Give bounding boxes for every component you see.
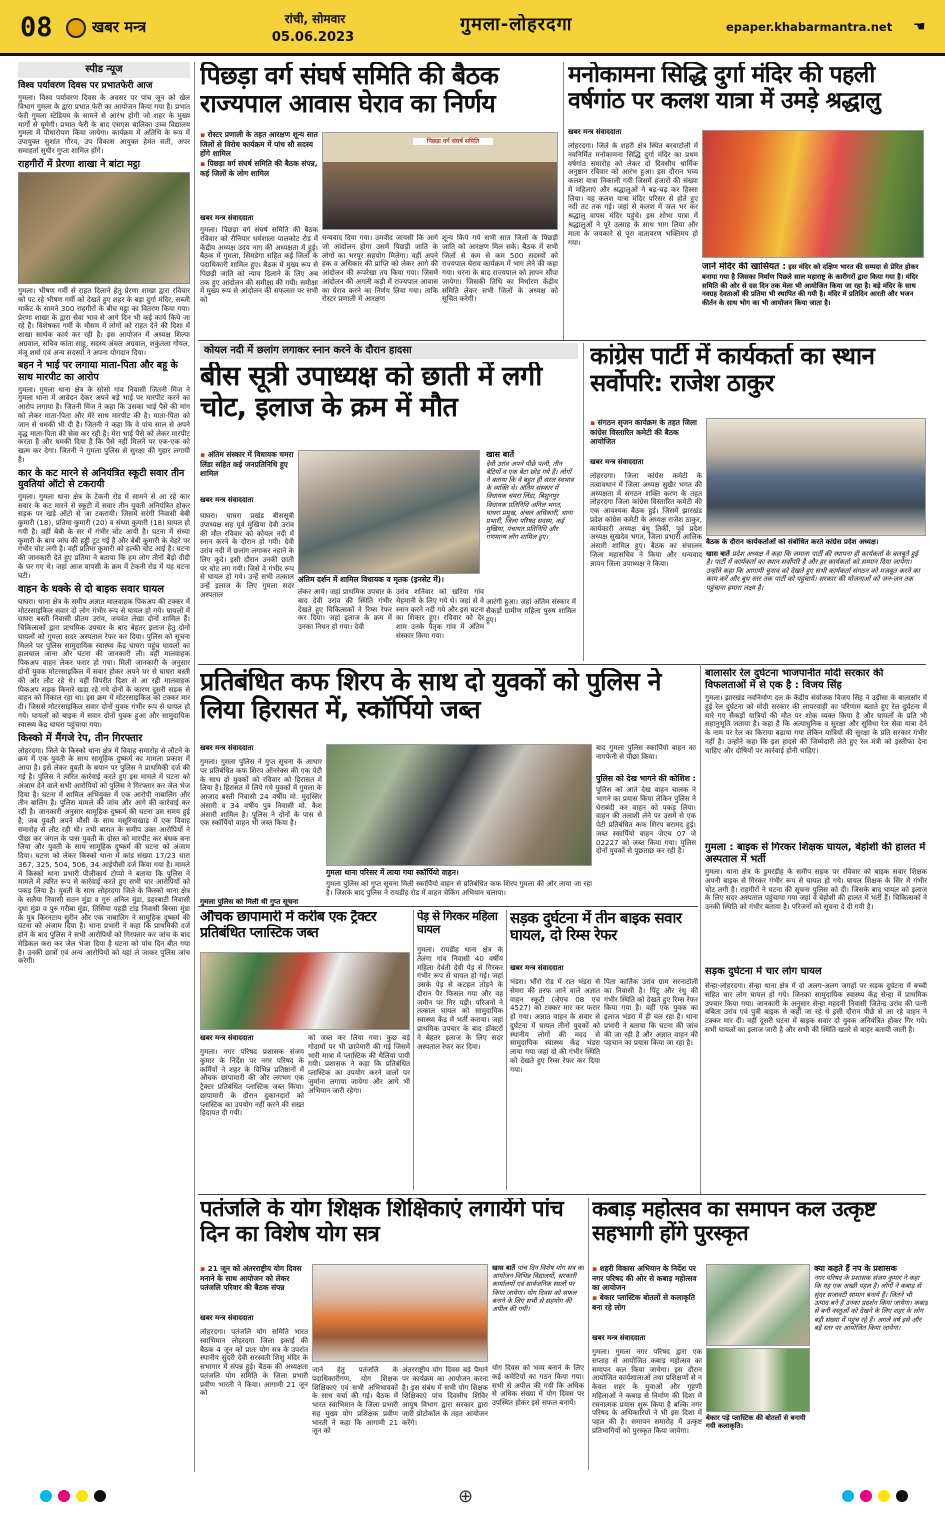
crosshair-icon: ⊕ — [458, 1486, 474, 1507]
column-divider — [563, 62, 564, 340]
section-rule — [198, 906, 698, 907]
caption-text: इस मंदिर को दक्षिण भारत की सम्पदा से प्रेरित होकर बनाया गया है जिसका निर्माण पिछले साल महाराष्ट्र के कारीगरों द्वारा किया गया है। मंदिर समिति की ओर से दस दिन तक मेला भी आयोजित किया जा रहा है। बड़े मंदिर के साथ नवग्रह देवताओं की प्रतिमा भी स्थापित की गयी है। मंदिर में प्रतिदिन आरती और भजन कीर्तन के साथ भोग का भी आयोजन किया जाता है। — [702, 263, 919, 307]
sidebar-text: नगर परिषद के प्रशासक संजय कुमार ने कहा कि यह एक अच्छी पहल है। लोगों ने कबाड़ से सुंदर सजावटी सामान बनाये हैं। जितने भी उत्पाद बने हैं उनका प्रदर्शन किया जायेगा। कबाड़ से बनी वस्तुओं को देखने के लिए शहर के लोग बड़ी संख्या में पहुंच रहे हैं। अगले वर्ष इसे और बड़े स्तर पर आयोजित किया जायेगा। — [814, 1274, 928, 1332]
news-body: गुमला। गुमला थाना क्षेत्र के टेकनी रोड में सामने से आ रहे कार सवार के कट मारने से स्कूटी में सवार तीन युवती अनियंत्रित होकर सड़क पर खड़े ऑटो से जा टकरायी। जिसमें सरंगी निवासी बेबी कुमारी (18), प्रतिमा कुमारी (20) व संध्या कुमारी (18) घायल हो गयी है। वहीं बेबी के सर में गंभीर चोट आयी है। घटना में संध्या कुमारी के बाय जांघ की हड्डी टूट गई है और बेबी कुमारी के चेहरे पर गंभीर चोट लगी है। वहीं प्रतिमा कुमारी को हल्की चोट आई है। घटना की जानकारी देते हुए प्रतिमा ने बताया कि हम लोग तीनों बैड़ो दीदी के घर गए थे। जहां आज वापसी के क्रम में टेकनी रोड में यह घटना घटी। — [18, 491, 190, 580]
subhead-bullets — [592, 1264, 702, 1330]
dateline: खबर मन्त्र संवाददाता — [200, 1034, 254, 1042]
dateline: खबर मन्त्र संवाददाता — [200, 1314, 254, 1322]
bullet: ▪ रोस्टर प्रणाली के तहत आरक्षण शून्य सात जिलों से विरोध कार्यक्रम में पांच सौ सदस्य होंगे शामिल — [200, 130, 320, 159]
subhead-bullets — [200, 1264, 310, 1310]
kicker-band: कोयल नदी में छलांग लगाकर स्नान करने के दौरान हादसा — [200, 343, 578, 359]
dateline: खबर मन्त्र संवाददाता — [200, 744, 254, 752]
meeting-photo — [322, 132, 558, 230]
article-body: शून्य किये गये सभी सात जिलों के पिछड़ी जाति को आरक्षण मिल सके। बैठक में सभी जिलों से कम से कम 500 सदस्यों को राज्यपाल घेराव कार्यक्रम में भाग लेने की कहा गया। धरना के बाद राज्यपाल को ज्ञापन सौंपा जायेगा। जिसकी तिथि का निर्धारण केंद्रीय समिति लेकर सभी जिलों के अध्यक्ष को सूचित करेगी। — [442, 234, 558, 304]
photo-caption: बेकार पड़े प्लास्टिक की बोतलों से बनायी गयी कलाकृति। — [706, 1414, 806, 1431]
sidebar-text: देवी उरांव अपने पीछे पत्नी, तीन बेटियों व एक बेटा छोड़ गये हैं। लोगों ने बताया कि वे बहुत ही सरल स्वभाव के व्यक्ति थे। अंतिम संस्कार में विधायक चमरा लिंडा, बिशुनपुर विधायक प्रतिनिधि अनिल भगत, घाघरा प्रमुख, अंचल अधिकारी, थाना प्रभारी, जिला परिषद सदस्य, कई मुखिया, पंचायत प्रतिनिधि और गणमान्य लोग शामिल हुए। — [486, 459, 574, 542]
congress-meeting-photo — [706, 418, 926, 536]
sidebar-kicker: खास बातें — [486, 450, 515, 459]
yoga-meeting-photo — [312, 1264, 488, 1362]
page-number: 08 — [20, 12, 53, 43]
article-body: गुमला। थाना क्षेत्र के डुमरडीह के समीप सड़क पर रविवार को बाइक सवार शिक्षक अपनी बाइक से गिरकर गंभीर रूप से घायल हो गये। घायल शिक्षक के सिर में गंभीर चोट लगी है। राहगीरों ने घटना की सूचना पुलिस को दी। जिसके बाद घायल को इलाज के लिए सदर अस्पताल पहुंचाया गया जहां वे बेहोशी की हालत में भर्ती हैं। चिकित्सकों ने उनकी स्थिति को गंभीर बताया है। परिजनों को सूचना दे दी गयी है। — [705, 868, 927, 912]
photo-caption — [702, 262, 924, 336]
column-divider — [194, 62, 195, 1472]
masthead-bar — [0, 0, 945, 56]
news-title: बालासोर रेल दुर्घटना भाजपानीत मोदी सरकार की विफलताओं में से एक है : विजय सिंह — [705, 668, 884, 691]
headline: पतंजलि के योग शिक्षक शिक्षिकाएं लगायेंगे पांच दिन का विशेष योग सत्र — [200, 1198, 564, 1247]
article-body: गुमला। रायडीह थाना क्षेत्र के तेलंगा गांव निवासी 40 वर्षीय महिला देवंती देवी पेड़ से गिरकर गंभीर रूप से घायल हो गई। जहां उसके पेड़ से कटहल तोड़ने के दौरान पैर फिसल गया और वह जमीन पर गिर पड़ी। परिजनों ने तत्काल घायल को सामुदायिक स्वास्थ्य केंद्र में भर्ती कराया। जहां प्राथमिक उपचार के बाद डॉक्टरों ने बेहतर इलाज के लिए सदर अस्पताल रेफर कर दिया। — [417, 946, 503, 1051]
sidebar-box — [814, 1264, 928, 1470]
article-body: अंतरराष्ट्रीय योग दिवस बड़े पैमाने पर कार्यक्रम का आयोजन करना है। इस संबंध में सभी योग शिक्षक शिक्षिकाएं पांच दिवसीय शिविर आयुष विभाग द्वारा सरकार द्वारा जारी प्रोटोकॉल के तहत आयोजन करेंगे। — [402, 1366, 488, 1427]
dateline: खबर मन्त्र संवाददाता — [200, 214, 254, 222]
article-body: गुमला। गुमला नगर परिषद द्वारा एक सप्ताह से आयोजित कबाड़ महोत्सव का समापन कल किया जायेगा। इस दौरान आयोजित कार्यशालाओं तथा प्रशिक्षणों से न केवल शहर के युवाओं और गृहणी महिलाओं ने कबाड़ से निर्माण की दिशा में रचनात्मक प्रयास शुरू किया है बल्कि नगर परिषद के अधिकारियों ने भी इस दिशा में पहल की है। समापन समारोह में उत्कृष्ट प्रतिभागियों को पुरस्कृत किया जायेगा। — [592, 1348, 702, 1436]
banner-text: पिछड़ा वर्ग संघर्ष समिति — [413, 138, 493, 145]
scorpio-photo — [326, 744, 592, 866]
cmyk-dot — [860, 1490, 872, 1502]
cursor-hand-icon: ☚ — [913, 19, 926, 35]
dateline: खबर मन्त्र संवाददाता — [590, 458, 644, 466]
headline: पेड़ से गिरकर महिला घायल — [417, 910, 498, 936]
left-news-column — [18, 62, 190, 1472]
article-body: जाने हेतु पतंजलि के पदाधिकारीगण, योग शिक्षक शिक्षिकाएं एवं सभी अभिभावकों के साथ चर्चा की गई। बैठक में भारत स्वाभिमान के जिला प्रभारी सह मुख्य योग प्रशिक्षक प्रवीण भारती ने कहा कि आगामी 21 जून को — [312, 1366, 398, 1436]
sidebar-box — [486, 450, 576, 596]
article-body: बाद गुमला पुलिस स्कार्पियो वाहन का नागफेनी से पीछा किया। — [596, 744, 696, 761]
article-body: को जब्त कर लिया गया। कुछ बड़े गोदामों पर भी छापेमारी की गई जिसमें भारी मात्रा में प्लास्टिक की थैलियां पायी गयी। प्रशासक ने कहा कि प्रतिबंधित प्लास्टिक का उपयोग करने वालों पर जुर्माना लगाया जायेगा और आगे भी अभियान जारी रहेगा। — [308, 1034, 410, 1095]
bullet: ▪ संगठन सृजन कार्यक्रम के तहत जिला कांग्रेस विस्तारित कमेटी की बैठक आयोजित — [590, 418, 702, 447]
article-body: योग दिवस को भव्य बनाने के लिए कई कमेटियों का गठन किया गया। सभी से अपील की गयी कि अधिक से अधिक संख्या में योग दिवस पर उपस्थित होकर इसे सफल बनायें। — [492, 1364, 584, 1408]
article-body: गुमला। गुमला पुलिस ने गुप्त सूचना के आधार पर प्रतिबंधित कफ शिरप ऑनरेक्स की एक पेटी के साथ दो युवकों को रविवार को हिरासत में लिया है। हिरासत में लिये गये युवकों में गुमला के आजाद बस्ती निवासी 24 वर्षीय मो. मुदस्सिर अंसारी व 34 वर्षीय पुत्र निवासी मो. कैश अंसारी शामिल है। पुलिस ने दोनों के पास से एक स्कॉर्पियो वाहन भी जब्त किया है। — [200, 758, 322, 828]
column-divider — [588, 1198, 589, 1470]
sidebar-kicker: खास बातें — [706, 550, 730, 558]
bottle-art-photo — [706, 1264, 810, 1346]
column-divider — [583, 343, 584, 661]
column-divider — [506, 910, 507, 1190]
article-body: लोहरदगा। पतंजलि योग समिति भारत स्वाभिमान लोहरदगा जिला इकाई की बैठक 4 जून को प्रातः योग सत्र के उपरांत स्थानीय सुंदरी देवी सरस्वती शिशु मंदिर के सभागार में संपन्न हुई। बैठक की अध्यक्षता पतंजलि योग समिति के जिला प्रभारी प्रवीण भारती ने किया। आगामी 21 जून को — [200, 1328, 308, 1398]
cmyk-dot — [842, 1490, 854, 1502]
article-body: घाघरा। घाघरा प्रखंड बीससूत्री उपाध्यक्ष सह पूर्व मुखिया देवी उरांव की मौत रविवार को कोयल नदी में स्नान करने के दौरान हो गयी। देवी उरांव नदी में छलांग लगाकर नहाने के लिए कूदे। इसी दौरान उनकी छाती पर चोट लग गयी। जिसे वे गंभीर रूप से घायल हो गये। उन्हें सभी तत्काल उन्हें इलाज के लिए गुमला सदर अस्पताल — [200, 512, 294, 600]
news-body: लोहरदगा। जिले के किस्को थाना क्षेत्र में विवाह समारोह से लौटने के क्रम में एक युवती के साथ सामूहिक दुष्कर्म का मामला प्रकाश में आया है। इसे लेकर युवती के बयान पर पुलिस ने प्राथमिकी दर्ज की गई है। पुलिस ने त्वरित कार्रवाई करते हुए इस मामले में घटना को अंजाम देने वाले सभी आरोपियों को पुलिस ने गिरफ्तार कर जेल भेज दिया है। घटना में शामिल अभियुक्त में एक आरोपी नाबालिग और तीन बालिग है। पुलिस मामले की जांच और आगे की कार्रवाई कर रही है। जानकारी अनुसार सामूहिक दुष्कर्म की घटना उस समय हुई है, जब युवती अपने मौसी के साथ मसूरियाखाड़ में एक विवाह समारोह से लौट रही थी। तभी बारात के समीप उक्त आरोपियों ने पीछा कर जंगल के पास युवती के दोस्त को मारपीट कर बंधक बना लिया और युवती के साथ सामूहिक दुष्कर्म की घटना को अंजाम दिया। घटना को लेकर किस्को थाना में कांड संख्या 17/23 धारा 367, 325, 504, 506, 34 आईपीसी दर्ज किया गया है। मामले में किस्को थाना प्रभारी पीलीकार्य टोप्पो ने बताया कि पुलिस ने मामले में त्वरित रूप से कार्रवाई करते हुए सभी चार आरोपियों को पकड़ लिया है। युवती के साथ लोहरदगा जिले के किस्को थाना क्षेत्र के सलैया निवासी सतन मुंडा व गुरु अनिल मुंडा, डहरबाटी निवासी दुधा मुंडा व पुरु गरीबा मुंडा, तिसिया पहड़ी टांड़ निवासी बिरसा मुंडा के पुत्र किरनटाय सुरीन और एक नाबालिग ने सामूहिक दुष्कर्म की घटना को अंजाम दिया है। थाना प्रभारी ने कहा कि प्राथमिकी दर्ज होने के बाद पुलिस ने सभी आरोपियों को गिरफ्तार कर जांच के बाद मेडिकल करा कर जेल भेजा दिया है घटना को पांच दिन बीत गया है। उनकी छात्रों एवं अन्य आरोपियों को यहां ले जाकर पुलिस जांच करेगी। — [18, 745, 190, 966]
sub-heading: पुलिस को देख भागने की कोशिश : — [596, 774, 696, 783]
subhead-bullets — [200, 130, 320, 212]
column-divider — [700, 664, 701, 1194]
cmyk-dot — [878, 1490, 890, 1502]
news-title: गुमला : बाइक से गिरकर शिक्षक घायल, बेहोशी की हालत में अस्पताल में भर्ती — [705, 842, 926, 865]
sidebar-title: क्या कहते हैं नप के प्रशासक — [814, 1264, 897, 1273]
section-title: गुमला-लोहरदगा — [460, 14, 573, 35]
news-body: गुमला। गुमला थाना क्षेत्र के सोसो गांव निवासी जितनी मिंज ने गुमला थाना में आवेदन देकर अपने बड़े भाई पर मारपीट करने का आरोप लगाया है। जितनी मिंज ने कहा कि उसका भाई पैसे की मांग को लेकर माता-पिता और मेरे साथ मारपीट की है। माता-पिता को जान से धमकी भी दी है। जितनी ने कहा कि वे पांच साल से अपने वृद्ध माता-पिता की सेवा कर रही है। मेरा भाई पैसे को लेकर मारपीट करता है और धमकी दिया है कि पैसे नहीं मिलने पर एक-एक को खत्म कर देगा। जितनी ने गुमला पुलिस से सुरक्षा की गुहार लगायी है। — [18, 384, 190, 464]
article-body: धन्यवाद दिया गया। उमवीद जायसी कि आगे जो आंदोलन होगा उसमें पिछड़ी जाति के लोगों का भरपूर सहयोग मिलेगा। वहीं अपने हक व अधिकार की प्राप्ति को लेकर आगे की आंदोलन की रूपरेखा तय किया गया। जिसमें आंदोलन की अगली कड़ी में राज्यपाल आवास का घेराव करने का निर्णय लिया गया। ताकि रोस्टर प्रणाली में आरक्षण — [322, 234, 438, 304]
news-body: गुमला। विश्व पर्यावरण दिवस के अवसर पर पांच जून को खेल विभाग गुमला के द्वारा प्रभात फेरी का आयोजन किया गया है। प्रभात फेरी गुमला स्टेडियम के सामने से आरंभ होगी जो शहर के मुख्य मार्गों से घूमेगी। प्रभात फेरी के बाद एसएस बालिका उच्च विद्यालय गुमला में पौधारोपण किया जायेगा। कार्यक्रम में अतिथि के रूप में उपायुक्त सुशांत गौरव, उप विकास आयुक्त हेमंत सती, अपर समाहर्ता सुधीर गुप्ता शामिल होंगे। — [18, 93, 190, 155]
news-title: सड़क दुर्घटना में चार लोग घायल — [705, 966, 822, 977]
sidebar-text: प्रदेश अध्यक्ष ने कहा कि जमाना पार्टी की स्थापना ही कार्यकर्ता के बलबूते हुई है। पार्टी में कार्यकर्ता का स्थान सर्वोपरि है और हर कार्यकर्ता को सम्मान दिया जायेगा। उन्होंने कहा कि आगामी चुनाव को देखते हुए सभी कार्यकर्ता संगठन को मजबूत करने का काम करें और बूथ स्तर तक पार्टी को पहुंचायें। सरकार की योजनाओं को जन-जन तक पहुंचाना हमारा लक्ष्य है। — [706, 550, 920, 592]
news-title: कार के कट मारने से अनियंत्रित स्कूटी सवार तीन युवतियां ऑटो से टकरायी — [18, 467, 185, 491]
article-body: उरांव शनिवार को खरिया गांव मेहमानी के लिए गये थे। जहां से वे स्नान करने नदी गये और इस घटना का शिकार हुए। रविवार को देर शाम उनके पैतृक गांव में अंतिम संस्कार किया गया। — [396, 588, 484, 640]
photo-caption: गुमला थाना परिसर में लाया गया स्कॉर्पियो वाहन। — [326, 868, 459, 877]
bullet: ▪ 21 जून को अंतरराष्ट्रीय योग दिवस मनाने के साथ आयोजन को लेकर पतंजलि परिवार की बैठक संपन्न — [200, 1264, 310, 1293]
article-body: पुलिस को आते देख वाहन चालक ने भागने का प्रयास किया लेकिन पुलिस ने घेराबंदी कर वाहन को पकड़ लिया। वाहन की तलाशी लेने पर उसमें से एक पेटी प्रतिबंधित कफ शिरप बरामद हुई। जब्त स्कार्पियो वाहन जेएच 07 जे 02227 को जब्त किया गया। पुलिस दोनों युवकों से पूछताछ कर रही है। — [596, 786, 696, 856]
article-body: लेकर आये। जहां प्राथमिक उपचार के बाद देवी उरांव की स्थिति गंभीर देखते हुए चिकित्सकों ने रिम्स रेफर कर दिया। जहां इलाज के क्रम में उनका निधन हो गया। देवी — [298, 588, 392, 632]
kalash-yatra-photo — [702, 130, 924, 258]
news-title: राहगीरों में प्रेरणा शाखा ने बांटा मट्ठा — [18, 158, 141, 170]
news-body: गुमला। भीषण गर्मी से राहत दिलाने हेतु प्रेरणा शाखा द्वारा रविवार को पट रहे भीषण गर्मी को देखते हुए शहर के बड़ा दुर्गा मंदिर, सब्जी मार्केट के सामने 300 राहगीरों के बीच मट्ठा का वितरण किया गया। प्रेरणा शाखा के द्वारा सेवा भाव से आगे दिन भी कई कार्य किये जा रहे हैं। विशेषकर गर्मी के मौसम में लोगों को राहत देने की दिशा में शाखा सार्थक कार्य कर रही है। इस आयोजन में अध्यक्ष शिल्पा अग्रवाल, सचिव कांता साहू, सदस्य अंचल अग्रवाल, शकुंतला गोयल, मंजू शर्मा एवं अन्य सदस्यों ने अपना योगदान दिया। — [18, 286, 190, 357]
city-day: रांची, सोमवार — [284, 12, 346, 26]
news-title: किस्को में मैंगजे रेप, तीन गिरफ्तार — [18, 732, 143, 744]
section-rule — [198, 664, 926, 665]
plastic-raid-photo — [200, 952, 410, 1030]
article-body: आरंगी हुआ। जहां अंतिम संस्कार में सैकड़ों ग्रामीण महिला पुरुष शामिल हुए। — [486, 598, 576, 624]
dateline: खबर मन्त्र संवाददाता — [592, 1334, 646, 1342]
headline: प्रतिबंधित कफ शिरप के साथ दो युवकों को पुलिस ने लिया हिरासत में, स्कॉर्पियो जब्त — [200, 668, 661, 725]
brand-logo-icon — [66, 18, 86, 38]
bold-line: गुमला पुलिस को मिली थी गुप्त सूचना — [200, 898, 299, 906]
article-body: गुमला पुलिस को गुप्त सूचना मिली स्कार्पियो वाहन से प्रतिबंधित कफ शिरप गुमला की ओर लाया जा रहा है। जिसके बाद पुलिस ने रायडीह रोड में वाहन चेकिंग अभियान चलाया। — [326, 880, 592, 897]
photo-caption: अंतिम दर्शन में शामिल विधायक व मृतक (इनसेट में)। — [298, 575, 444, 584]
article-body: गुमला। झारखंड नवनिर्माण दल के केंद्रीय संयोजक विजय सिंह ने उड़ीसा के बालासोर में हुई रेल दुर्घटना को मोदी सरकार की लापरवाही का परिणाम बताते हुए रेल दुर्घटना में मारे गए सैकड़ों यात्रियों की मौत पर शोक व्यक्त किया है और घायलों के प्रति भी सहानुभूति जताया है। कहा है कि अत्याधुनिक व सुरक्षा और सुविधा रेल सेवा यात्रा देने के नाम पर रेल का किराया बढ़ाया गया लेकिन यात्रियों की सुरक्षा के प्रति सरकार गंभीर नहीं है। उन्होंने कहा कि इस हादसे की जिम्मेदारी लेते हुए रेल मंत्री को इस्तीफा देना चाहिए और दोषियों पर कार्रवाई होनी चाहिए। — [705, 694, 927, 755]
article-body: गुमला। नगर परिषद प्रशासक संजय कुमार के निर्देश पर नगर परिषद के कर्मियों ने शहर के विभिन्न प्रतिष्ठानों में औचक छापामारी की और लगभग एक ट्रैक्टर प्रतिबंधित प्लास्टिक जब्त किया। छापामारी के दौरान दुकानदारों को प्लास्टिक का उपयोग नहीं करने की सख्त हिदायत दी गयी। — [200, 1048, 304, 1118]
sidebar-box — [492, 1264, 584, 1360]
dateline: खबर मन्त्र संवाददाता — [568, 128, 622, 136]
headline: कबाड़ महोत्सव का समापन कल उत्कृष्ट सहभागी होंगे पुरस्कृत — [592, 1198, 876, 1245]
photo-caption: बैठक के दौरान कार्यकर्ताओं को संबोधित करते कांग्रेस प्रदेश अध्यक्ष। — [706, 538, 879, 546]
dateline: खबर मन्त्र संवाददाता — [510, 964, 564, 972]
cmyk-dot — [76, 1490, 88, 1502]
news-photo — [18, 172, 190, 284]
headline: सड़क दुर्घटना में तीन बाइक सवार घायल, दो रिम्स रेफर — [510, 910, 682, 944]
bottle-display-photo — [706, 1348, 810, 1412]
section-rule — [198, 340, 926, 341]
news-body: घाघरा। थाना क्षेत्र के समीप अज्ञात मालवाहक पिकअप की टक्कर में मोटरसाइकिल सवार दो लोग गंभीर रूप से घायल हो गये। घायलों में घाघरा बस्ती निवासी प्रीतम उरांव, जयवंत लेखा दोनों शामिल हैं। चिकित्सकों द्वारा प्राथमिक उपचार के बाद बेहतर इलाज हेतु दोनों घायलों को गुमला सदर अस्पताल रेफर कर दिया। पुलिस को सूचना मिलने पर पुलिस सामुदायिक स्वास्थ्य केंद्र घाघरा पहुंच घायलों का हालचाल जाना और घटना की जानकारी ली। वहीं मालवाहक पिकअप वाहन लेकर फरार हो गया। मिली जानकारी के अनुसार दोनों युवक मोटरसाइकिल में सवार होकर अपने घर से घाघरा बस्ती की ओर लौट रहे थे। वहीं विपरीत दिशा से आ रही मालवाहक पिकअप सड़क किनारे खड़ा रहे गये दोनों के कारण दूसरी सड़क से वाहन को निकाल रहा था। इस क्रम में मोटरसाइकिल को टक्कर मार दी। जिससे मोटरसाइकिल सवार दोनों युवक गंभीर रूप से घायल हो गये। घायलों को बाइक में सवार दोनों युवक हुआ और सामुदायिक स्वास्थ्य केंद्र घाघरा पहुंचाया गया। — [18, 596, 190, 729]
column-divider — [413, 910, 414, 1190]
sidebar-kicker: खास बातें — [492, 1264, 516, 1272]
article-body: सेन्हा-लोहरदगा। सेन्हा थाना क्षेत्र में दो अलग-अलग जगहों पर सड़क दुर्घटना में बच्ची सहित चार लोग घायल हो गये। जिनका सामुदायिक स्वास्थ्य केंद्र सेन्हा में प्राथमिक उपचार किया गया। जानकारी के अनुसार सेन्हा महदनी निवासी जितेन्द्र उरांव की पत्नी बबिता उरांव एवं पुत्री बाइक से कहीं जा रहे थे इसी दौरान पीछे से आ रहे वाहन ने टक्कर मार दी। वहीं दूसरी घटना में बाइक सवार दो युवक अनियंत्रित होकर गिर गये। सभी घायलों का इलाज जारी है और सभी की स्थिति खतरे से बाहर बतायी जाती है। — [705, 982, 927, 1034]
funeral-photo — [298, 450, 480, 574]
bullet: ▪ शहरी विकास अभियान के निर्देश पर नगर परिषद की ओर से कबाड़ महोत्सव का आयोजन — [592, 1264, 702, 1293]
article-body: भंडरा। भौंरो रोड में रात भंडरा से सेमरा की तरफ जाने वाले अज्ञात वाहन स्कूटी (जेएच 08 एच 4527) को टक्कर मार कर फरार हो गया। अज्ञात वाहन के सवार से दुर्घटना में घायल तीनों युवकों को स्थानीय लोगों की मदद से सामुदायिक स्वास्थ्य केंद्र भंडरा लाया गया जहां दो की गंभीर स्थिति को देखते हुए रिम्स रेफर कर दिया गया। — [510, 978, 600, 1074]
headline: मनोकामना सिद्धि दुर्गा मंदिर की पहली वर्षगांठ पर कलश यात्रा में उमड़े श्रद्धालु — [568, 62, 881, 114]
bullet: ▪ अंतिम संस्कार में विधायक चमरा लिंडा सहित कई जनप्रतिनिधि हुए शामिल — [200, 450, 296, 479]
subhead-bullets — [590, 418, 702, 452]
news-title: बहन ने भाई पर लगाया माता-पिता और बहू के साथ मारपीट का आरोप — [18, 360, 178, 384]
cmyk-dot — [58, 1490, 70, 1502]
dateline: खबर मन्त्र संवाददाता — [200, 496, 254, 504]
sidebar-box — [706, 550, 926, 652]
headline: औचक छापामारी में करीब एक ट्रैक्टर प्रतिबंधित प्लास्टिक जब्त — [200, 910, 377, 941]
news-title: वाहन के धक्के से दो बाइक सवार घायल — [18, 583, 164, 595]
issue-date: 05.06.2023 — [271, 30, 355, 45]
cmyk-dot — [896, 1490, 908, 1502]
registration-marks — [0, 1476, 945, 1517]
bullet: ▪ पिछड़ा वर्ग संघर्ष समिति की बैठक संपन्न, कई जिलों के लोग शामिल — [200, 159, 320, 178]
cmyk-dot — [40, 1490, 52, 1502]
sidebar-text: पांच दिन विशेष योग सत्र का आयोजन विभिन्न विद्यालयों, सरकारी कार्यालयों एवं सार्वजनिक स्थलों पर किया जायेगा। योग दिवस को सफल बनाने के लिए सभी से सहयोग की अपील की गयी। — [492, 1264, 584, 1313]
article-body: पिता कार्तिक उरांव ग्राम सरनाटोली का निवासी है। पिंटू और रंधु की गंभीर स्थिति को देखते हुए रिम्स रेफर किया गया है। वहीं एक युवक का इलाज भंडरा में ही चल रहा है। थाना प्रभारी ने बताया कि घटना की जांच की जा रही है और अज्ञात वाहन की पहचान का प्रयास किया जा रहा है। — [604, 978, 698, 1048]
cmyk-dot — [94, 1490, 106, 1502]
speed-news-tag: स्पीड न्यूज — [18, 62, 190, 78]
article-body: गुमला। पिछड़ा वर्ग संघर्ष समिति की बैठक रविवार को रौनियार धर्मशाला पालकोट रोड में केंद्रीय अध्यक्ष उदय नाग की अध्यक्षता में हुई। बैठक में गुमला, सिमडेगा सहित कई जिलों के पदाधिकारी शामिल हुए। बैठक में मुख्य रूप से पिछड़ी जाति को न्याय दिलाने के लिए अब तक हुए आंदोलन की समीक्षा की गयी। समीक्षा में मुख्य रूप से आंदोलन की सफलता पर सभी को — [200, 226, 318, 305]
news-title: विश्व पर्यावरण दिवस पर प्रभातफेरी आज — [18, 81, 153, 92]
epaper-link[interactable]: epaper.khabarmantra.net — [726, 20, 893, 34]
article-body: लोहरदगा। जिले के शहरी क्षेत्र स्थित बरवाटोली में नवनिर्मित मनोकामना सिद्धि दुर्गा मंदिर का प्रथम वर्षगांठ समारोह को लेकर दो दिवसीय धार्मिक अनुष्ठान रविवार को आरंभ हुआ। इस दौरान भव्य कलश यात्रा निकाली गयी जिसमें हजारों की संख्या में महिलाएं और श्रद्धालुओं ने बढ़-चढ़ कर हिस्सा लिया। यह कलश यात्रा मंदिर परिसर से होते हुए नदी तट तक गई। जहां से कलश में जल भर कर श्रद्धालु वापस मंदिर पहुंचे। इस शोभा यात्रा में श्रद्धालुओं ने पूरे उत्साह के साथ भाग लिया और माता के जयकारे से पूरा वातावरण भक्तिमय हो गया। — [568, 142, 698, 247]
headline: कांग्रेस पार्टी में कार्यकर्ता का स्थान सर्वोपरि: राजेश ठाकुर — [590, 343, 875, 398]
headline: पिछड़ा वर्ग संघर्ष समिति की बैठक राज्यपाल आवास घेराव का निर्णय — [200, 62, 499, 119]
caption-title: जानें मंदिर की खासियत : — [702, 262, 787, 272]
brand-name: खबर मन्त्र — [92, 18, 147, 36]
headline: बीस सूत्री उपाध्यक्ष को छाती में लगी चोट, इलाज के क्रम में मौत — [200, 362, 542, 423]
article-body: लोहरदगा। जिला कांग्रेस कमेटी के तत्वावधान में जिला अध्यक्ष सुखैर भगत की अध्यक्षता में संगठन शक्ति करण के तहत लोहरदगा जिला कांग्रेस विस्तारित कमेटी की एक आवश्यक बैठक हुई। जिसमें झारखंड प्रदेश कांग्रेस कमेटी के अध्यक्ष राजेश ठाकुर, कार्यकारी अध्यक्ष बंधु तिर्की, पूर्व प्रदेश अध्यक्ष सुखदेव भगत, जिला प्रभारी आलिक अंसारी शामिल हुए। बैठक का संचालन जिला महासचिव ने किया और धन्यवाद ज्ञापन जिला उपाध्यक्ष ने किया। — [590, 472, 702, 568]
bullet: ▪ बेकार प्लास्टिक बोतलों से कलाकृति बना रहे लोग — [592, 1293, 702, 1312]
section-rule — [198, 1194, 926, 1195]
subhead-bullets — [200, 450, 296, 490]
